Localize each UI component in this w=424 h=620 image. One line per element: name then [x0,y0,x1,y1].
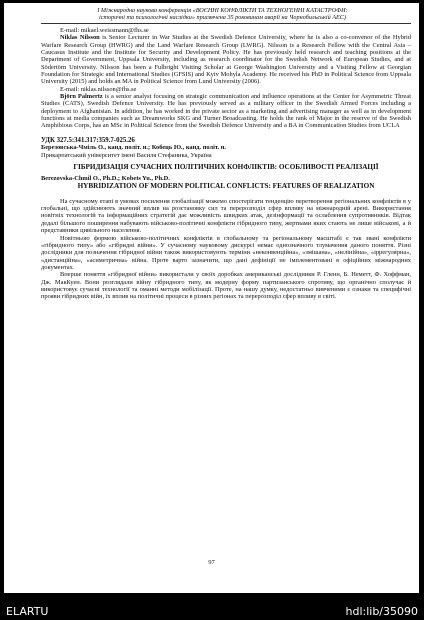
bio-palmertz-text: is a senior analyst focusing on strategic communication and influence operations at the Center for Asymmetric Threat Studies (CATS), Swedish Defence University. He has previously served as a military officer in the Swedish Armed Forces including a deployment to Afghanistan. In addition, he has worked in the private sector as a marketing and advertising manager as well as in development functions at media companies such as Dreamworks SKG and Turner Broadcasting. He holds the rank of Major in the reserve of the Swedish Amphibious Corps, has an MSc in Political Science from the Swedish Defence University and a BA in Communication Studies from UCLA [41,93,411,130]
author-name-nilsson: Niklas Nilsson [60,34,100,42]
paragraph-1: На сучасному етапі в умовах посилення глобалізації можемо спостерігати тенденцію перетворення регіональних конфліктів в у глобальні, що здійснюють значний вплив на розстановку сил та перерозподіл сфер впливу на міжнародній арені. Використання новітніх технологій та інформаційних стратегій дає можливість швидких атак, дезінформації та ослаблення супротивників. Відтак дедалі більшого поширення набувають військово-політичні конфлікти гібридного типу, жертвами яких стають не лише військові, а й представники цивільного населення. [41,197,411,235]
article-content [41,27,411,301]
paragraph-3: Вперше поняття «гібридної війни» використали у своїх доробках американські дослідники Р. Гленн, Б. Неметт, Ф. Хоффман, Дж. МакКуен. Вони розглядали війну гібридного типу, як модерну форму партизанського спротиву, що органічно сполучає й використовує сучасні технології та оманні методи мобілізації. Проте, на нашу думку, недостатньо вивченими є ознаки та специфічні прояви гібридних війн, їх вплив на політичні процеси в різних регіонах та перерозподіл сфер впливу в світі. [41,271,411,301]
udc-code: УДК 327.5:341.317:359.7-025.26 [41,136,135,144]
header-divider [41,23,411,24]
bio-nilsson-text: is Senior Lecturer in War Studies at the Swedish Defence University, where he is also a co-convenor of the Hybrid Warfare Research Group (HWRG) and the Land Warfare Research Group (LWRG). Nilsson is a Research Fellow with the Central Asia – Caucasus Institute and the Institute for Security and Development Policy. He has previously held research and teaching positions at the Department of Government, Uppsala University, including as research coordinator for the Swedish Network of European Studies, and at Södertörn University. Nilsson has been a Fulbright Visiting Scholar at George Washington University and a Visiting Fellow at Georgian Foundation for Strategic and International Studies (GFSIS) and Kyiv Mohyla Academy. He received his PhD in Political Science from Uppsala University (2015) and holds an MA in Political Science from Lund University (2006). [41,34,411,86]
header-line-1: І Міжнародна наукова конференція «ВОЄННІ КОНФЛІКТИ ТА ТЕХНОГЕННІ КАТАСТРОФИ: [97,7,348,14]
authors-english: Berezovska-Chmil O., Ph.D.; Kobets Yu., Ph.D. [41,175,170,183]
paragraph-2: Новітньою формою військово-політичних конфліктів в глобальному та регіональному масштабі є так звані конфлікти «гібридного типу» або «гібридні війни». У сучасному науковому дискурсі немає однозначного тлумачення даного поняття. Різні дослідники для позначення гібридної війни також використовують терміни «неконвенційна», «змішана», «нелінійна», «іррегулярна», «дистанційна», «асиметрична» війна. Проте варто зазначити, що дані дефініції не імплементовані в офіційних міжнародних документах. [41,234,411,271]
affiliation: Прикарпатський університет імені Василя Стефаника, Україна [41,151,212,159]
header-line-2: історичні та психологічні наслідки» присвячена 35 роковинам аварії на Чорнобильській АЕС) [99,14,346,22]
authors-ukrainian: Березовська-Чміль О., канд. політ. н.; Кобець Ю., канд. політ. н. [41,144,227,152]
bio-nilsson [41,34,411,85]
email-weissmann: E-mail: mikael.weissmann@fhs.se [60,27,149,34]
title-english: HYBRIDIZATION OF MODERN POLITICAL CONFLICTS: FEATURES OF REALIZATION [77,182,375,191]
footer-handle-id: hdl:lib/35090 [345,605,418,618]
author-name-palmertz: Björn Palmertz [60,93,103,101]
title-ukrainian: ГІБРИДИЗАЦІЯ СУЧАСНИХ ПОЛІТИЧНИХ КОНФЛІКТІВ: ОСОБЛИВОСТІ РЕАЛІЗАЦІЇ [73,162,379,171]
email-nilsson: E-mail: niklas.nilsson@fhs.se [60,85,137,93]
document-page [4,3,419,593]
bio-palmertz [41,93,411,130]
page-number: 97 [208,559,215,566]
running-header [34,7,411,22]
footer-repository-name: ELARTU [6,605,49,618]
